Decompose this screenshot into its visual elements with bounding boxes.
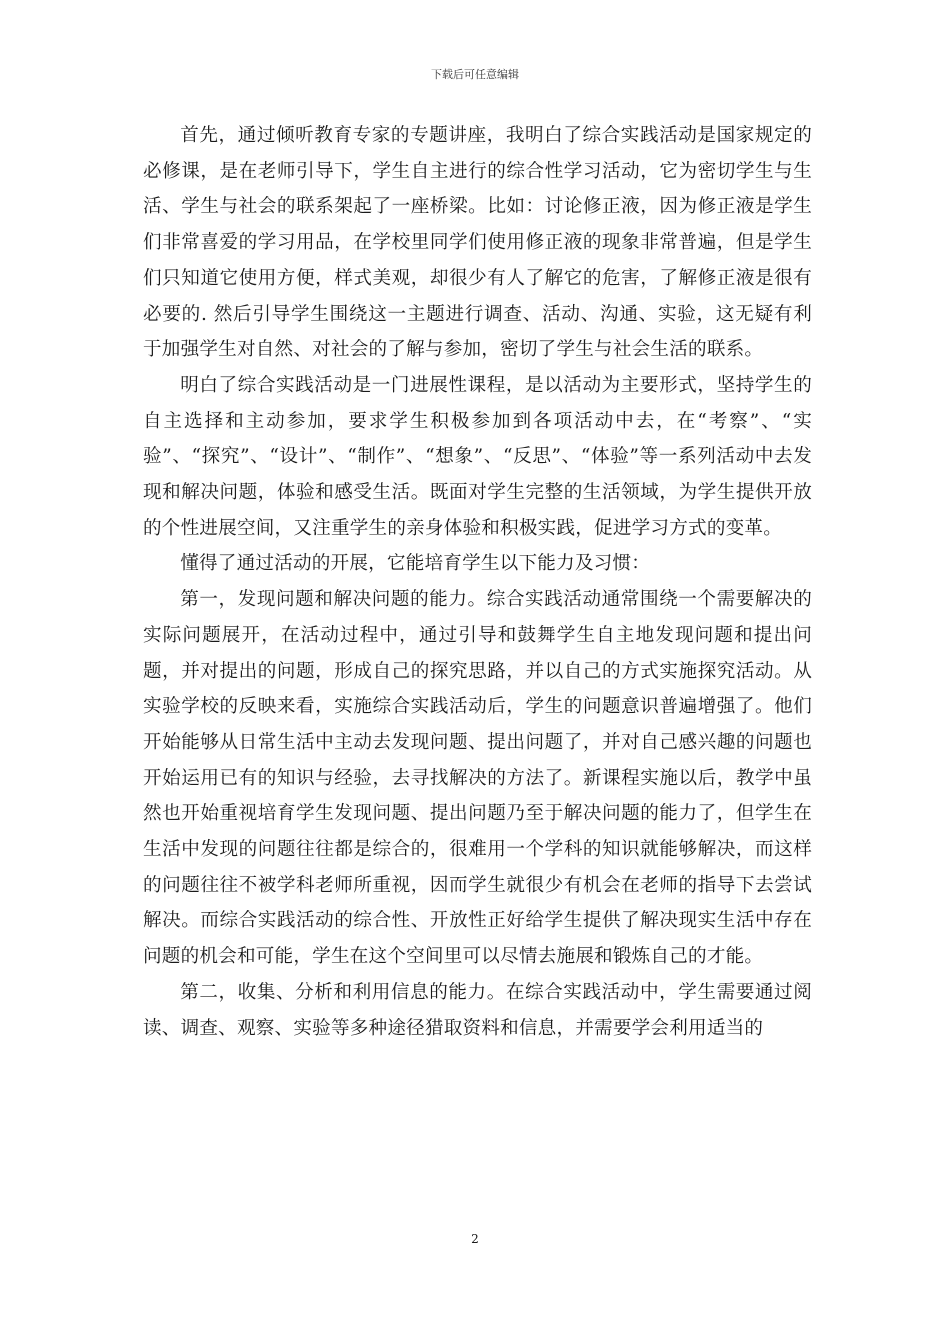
page-number: 2 [471, 1232, 479, 1246]
paragraph-2: 明白了综合实践活动是一门进展性课程，是以活动为主要形式，坚持学生的自主选择和主动参加，要求学生积极参加到各项活动中去，在“考察”、“实验”、“探究”、“设计”、“制作”、“想象”、“反思”、“体验”等一系列活动中去发现和解决问题，体验和感受生活。既面对学生完整的生活领域，为学生提供开放的个性进展空间，又注重学生的亲身体验和积极实践，促进学习方式的变革。 [143, 374, 812, 539]
paragraph-4: 第一，发现问题和解决问题的能力。综合实践活动通常围绕一个需要解决的实际问题展开，在活动过程中，通过引导和鼓舞学生自主地发现问题和提出问题，并对提出的问题，形成自己的探究思路，并以自己的方式实施探究活动。从实验学校的反映来看，实施综合实践活动后，学生的问题意识普遍增强了。他们开始能够从日常生活中主动去发现问题、提出问题了，并对自己感兴趣的问题也开始运用已有的知识与经验，去寻找解决的方法了。新课程实施以后，教学中虽然也开始重视培育学生发现问题、提出问题乃至于解决问题的能力了，但学生在生活中发现的问题往往都是综合的，很难用一个学科的知识就能够解决，而这样的问题往往不被学科老师所重视，因而学生就很少有机会在老师的指导下去尝试解决。而综合实践活动的综合性、开放性正好给学生提供了解决现实生活中存在问题的机会和可能，学生在这个空间里可以尽情去施展和锻炼自己的才能。 [143, 589, 812, 968]
document-body [143, 118, 812, 1046]
paragraph-3: 懂得了通过活动的开展，它能培育学生以下能力及习惯： [180, 553, 651, 575]
paragraph-1: 首先，通过倾听教育专家的专题讲座，我明白了综合实践活动是国家规定的必修课，是在老师引导下，学生自主进行的综合性学习活动，它为密切学生与生活、学生与社会的联系架起了一座桥梁。比如：讨论修正液，因为修正液是学生们非常喜爱的学习用品，在学校里同学们使用修正液的现象非常普遍，但是学生们只知道它使用方便，样式美观，却很少有人了解它的危害，了解修正液是很有必要的. 然后引导学生围绕这一主题进行调查、活动、沟通、实验，这无疑有利于加强学生对自然、对社会的了解与参加，密切了学生与社会生活的联系。 [143, 125, 812, 361]
paragraph-5: 第二，收集、分析和利用信息的能力。在综合实践活动中，学生需要通过阅读、调查、观察、实验等多种途径猎取资料和信息，并需要学会利用适当的 [143, 981, 812, 1039]
page-header: 下载后可任意编辑 [431, 68, 519, 81]
